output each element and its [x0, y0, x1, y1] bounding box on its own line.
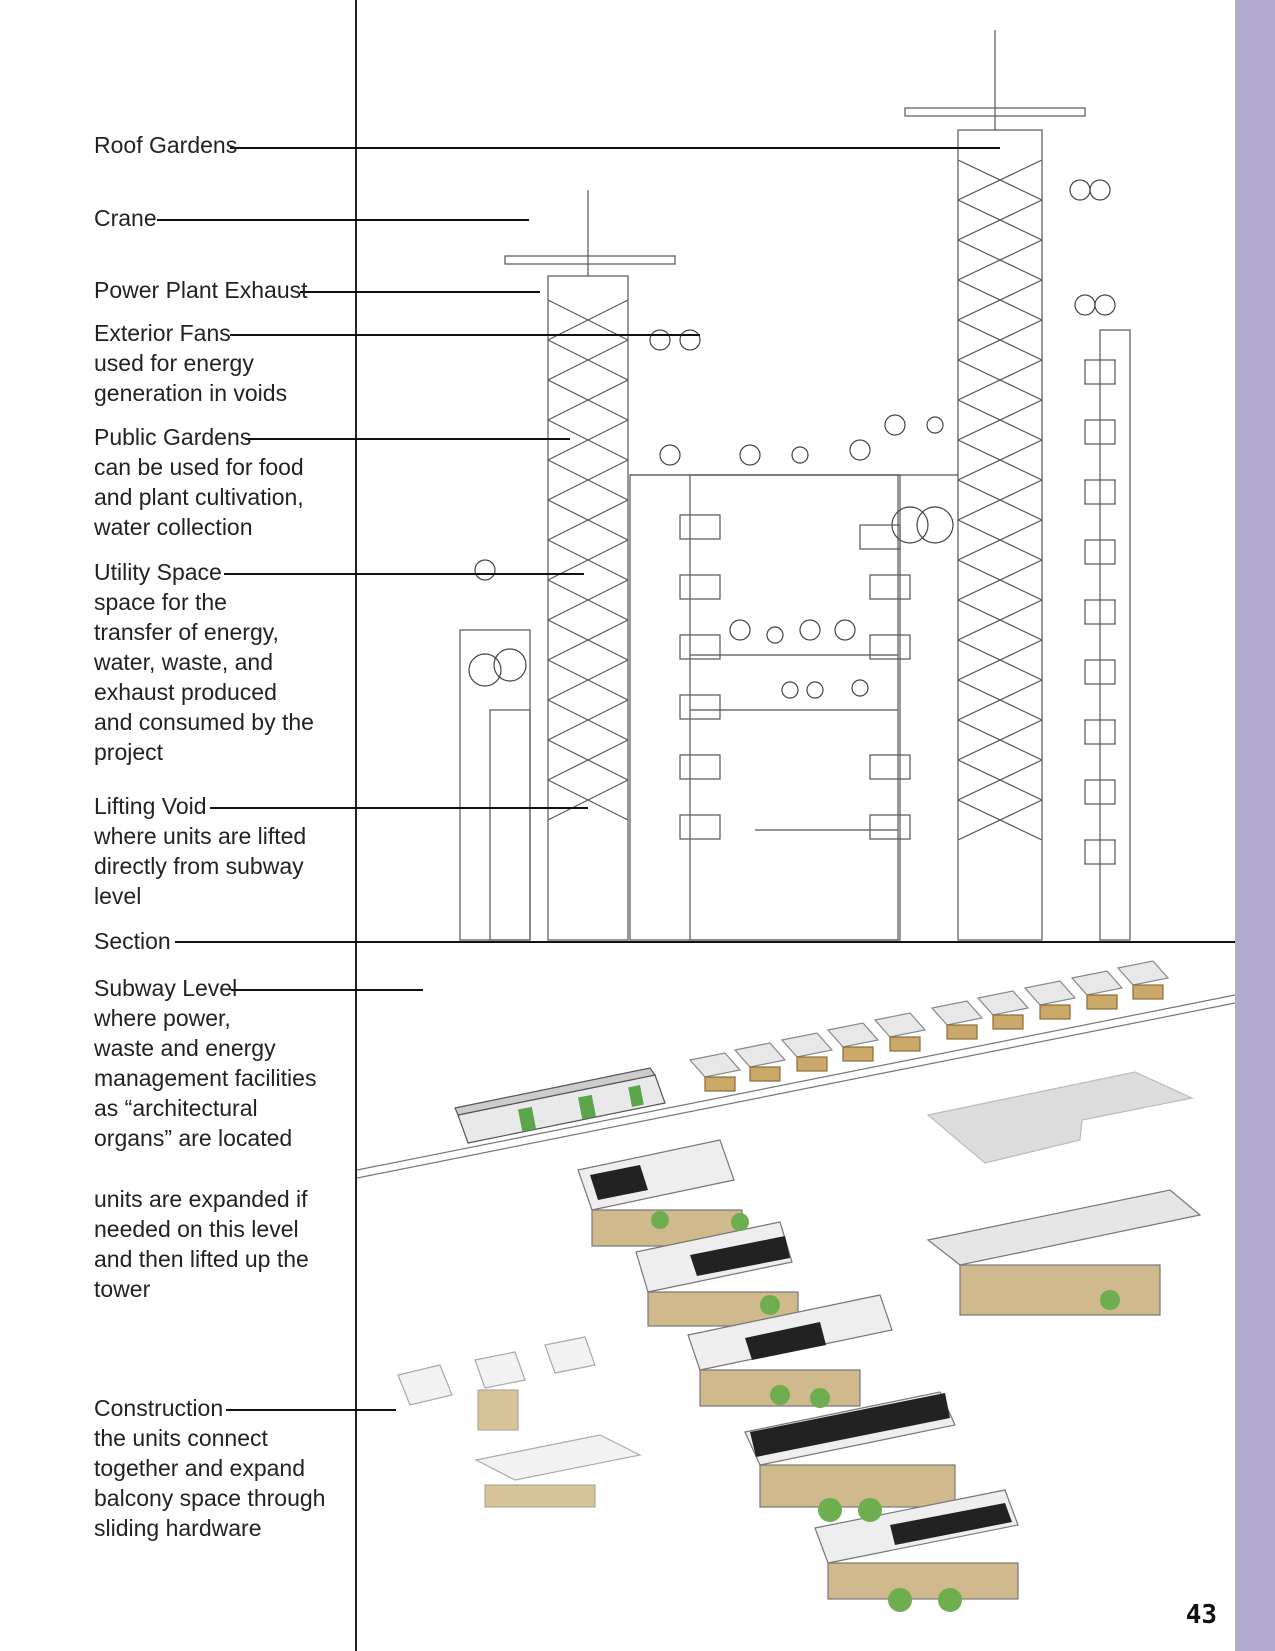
callout-title: Section — [94, 928, 171, 954]
leader-crane — [157, 219, 529, 221]
callout-crane — [94, 203, 157, 233]
page-edge-accent — [1235, 0, 1275, 1651]
callout-description-line: and consumed by the — [94, 709, 314, 735]
callout-description-line: sliding hardware — [94, 1515, 262, 1541]
callout-power-plant-exhaust — [94, 275, 308, 305]
callout-description-line: and plant cultivation, — [94, 484, 304, 510]
callout-description-line: organs” are located — [94, 1125, 293, 1151]
callout-title: Construction — [94, 1395, 224, 1421]
callout-description-line: tower — [94, 1276, 151, 1302]
callout-description-line: where units are lifted — [94, 823, 307, 849]
callout-description-line: water collection — [94, 514, 253, 540]
callout-title: Public Gardens — [94, 424, 252, 450]
right-tower-core — [958, 130, 1042, 940]
callout-description-line: can be used for food — [94, 454, 304, 480]
callout-title: Utility Space — [94, 559, 222, 585]
callout-title: Subway Level — [94, 975, 238, 1001]
callout-description-line: level — [94, 883, 142, 909]
callout-description-line: used for energy — [94, 350, 254, 376]
callout-subway-level — [94, 973, 316, 1153]
callout-lifting-void — [94, 791, 306, 911]
callout-title: Roof Gardens — [94, 132, 238, 158]
leader-power-plant-exhaust — [300, 291, 540, 293]
callout-description-line: where power, — [94, 1005, 231, 1031]
callout-description-line: together and expand — [94, 1455, 306, 1481]
callout-description-line: needed on this level — [94, 1216, 299, 1242]
callout-description-line: the units connect — [94, 1425, 268, 1451]
page-number: 43 — [1185, 1600, 1217, 1630]
callout-description-line: directly from subway — [94, 853, 304, 879]
callout-description-line: generation in voids — [94, 380, 288, 406]
callout-title: Power Plant Exhaust — [94, 277, 308, 303]
callout-description-line: and then lifted up the — [94, 1246, 309, 1272]
callout-units-expanded — [94, 1184, 309, 1304]
leader-exterior-fans — [230, 334, 700, 336]
callout-roof-gardens — [94, 130, 237, 160]
callout-public-gardens — [94, 422, 304, 542]
callout-title: Crane — [94, 205, 157, 231]
callout-description-line: project — [94, 739, 164, 765]
callout-construction — [94, 1393, 325, 1543]
callout-description-line: transfer of energy, — [94, 619, 279, 645]
callout-description-line: balcony space through — [94, 1485, 326, 1511]
callout-description-line: waste and energy — [94, 1035, 276, 1061]
callout-title: Exterior Fans — [94, 320, 231, 346]
callout-description-line: management facilities — [94, 1065, 317, 1091]
callout-section — [94, 926, 171, 956]
callout-title: Lifting Void — [94, 793, 207, 819]
callout-description-line: as “architectural — [94, 1095, 258, 1121]
callout-description-line: space for the — [94, 589, 227, 615]
leader-section — [175, 941, 355, 943]
callout-utility-space — [94, 557, 314, 767]
callout-exterior-fans — [94, 318, 287, 408]
leader-roof-gardens — [230, 147, 1000, 149]
left-tower-core — [548, 276, 628, 940]
callout-description-line: water, waste, and — [94, 649, 273, 675]
callout-description-line: units are expanded if — [94, 1186, 308, 1212]
callout-description-line: exhaust produced — [94, 679, 277, 705]
